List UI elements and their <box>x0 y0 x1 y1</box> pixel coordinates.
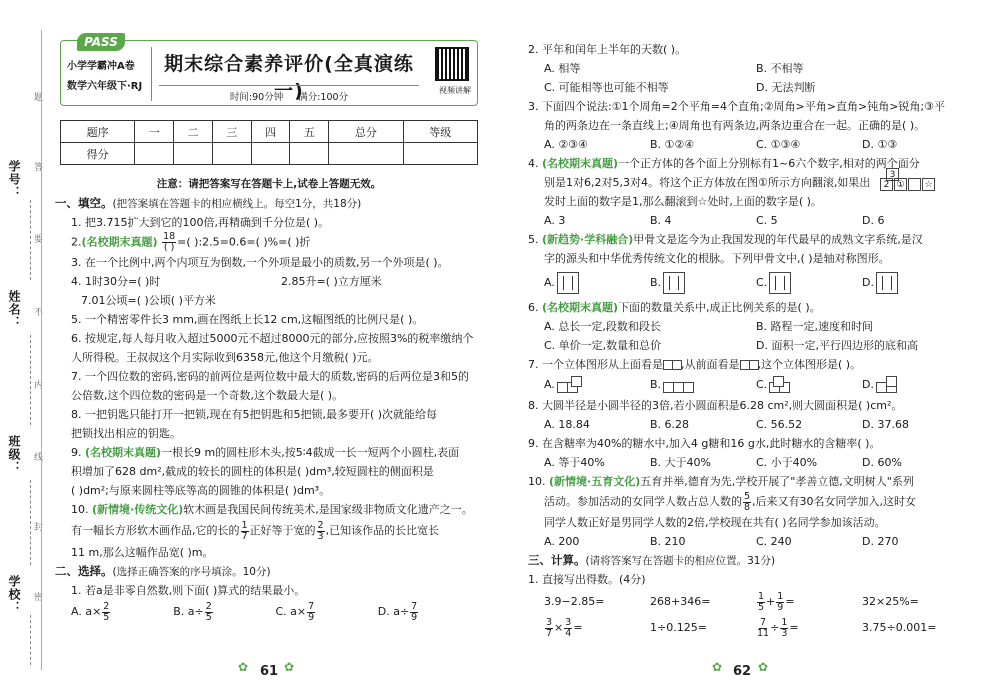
option-c[interactable]: C. 小于40% <box>756 456 818 469</box>
oracle-glyph-icon <box>663 272 685 294</box>
seal-char: 要 <box>34 235 44 245</box>
seal-char: 题 <box>34 93 44 103</box>
choice-3-options <box>528 135 968 154</box>
option-c[interactable]: C. 5 <box>756 214 778 227</box>
section-fill-in <box>55 194 480 213</box>
right-column <box>528 40 968 641</box>
question-7-cont: 公倍数,这个四位数的密码是一个奇数,这个数最大是( )。 <box>71 389 344 402</box>
choice-6: 6. (名校期末真题)下面的数量关系中,成正比例关系的是( )。 <box>528 301 821 314</box>
table-cell: 等级 <box>403 121 477 143</box>
choice-7: 7. 一个立体图形从上面看是 ,从前面看是 ,这个立体图形是( )。 <box>528 358 862 371</box>
fraction: $\frac{1}{7}$ <box>241 519 248 542</box>
option-a[interactable]: A. 等于40% <box>544 456 605 469</box>
section-note: (请将答案写在答题卡的相应位置。31分) <box>585 555 776 567</box>
question-8-cont: 把锁找出相应的钥匙。 <box>71 427 181 440</box>
question-10-cont: 有一幅长方形软木画作品,它的长的 $\frac{1}{7}$ 正好等于宽的 $\frac{2}{3}$ ,已知该作品的长比宽长 <box>71 519 440 542</box>
option-b[interactable]: B. 大于40% <box>650 456 711 469</box>
option-b[interactable]: B. 210 <box>650 535 686 548</box>
question-9-cont: ( )dm²;与原来圆柱等底等高的圆锥的体积是( )dm³。 <box>71 484 331 497</box>
option-a[interactable]: A. a× $\frac{2}{5}$ <box>71 600 110 623</box>
notice: 注意：请把答案写在答题卡上,试卷上答题无效。 <box>156 178 382 190</box>
calc-item: 32×25%= <box>862 595 919 608</box>
option-a[interactable]: A. 3 <box>544 214 566 227</box>
fraction: $\frac{18}{( )}$ <box>163 231 176 253</box>
score-cell[interactable] <box>212 143 251 165</box>
seal-char: 内 <box>34 381 44 391</box>
leaf-icon: ✿ <box>758 660 769 674</box>
option-d[interactable]: D. 6 <box>862 214 885 227</box>
calc-item: 268+346= <box>650 595 711 608</box>
answer-line <box>30 480 31 565</box>
option-b[interactable]: B. 4 <box>650 214 672 227</box>
choice-5-cont: 字的源头和中华优秀传统文化的根脉。下列甲骨文中,( )是轴对称图形。 <box>544 252 890 265</box>
seal-char: 密 <box>34 593 44 603</box>
score-cell[interactable] <box>403 143 477 165</box>
question-6: 6. 按规定,每人每月收入超过5000元不超过8000元的部分,应按照3%的税率缴纳个 <box>71 332 474 345</box>
choice-5-options <box>528 268 968 298</box>
solid-figure-icon <box>663 376 699 394</box>
choice-8: 8. 大圆半径是小圆半径的3倍,若小圆面积是6.28 cm²,则大圆面积是( )cm²。 <box>528 399 903 412</box>
option-a[interactable]: A. 18.84 <box>544 418 590 431</box>
choice-10-cont: 活动。参加活动的女同学人数占总人数的 $\frac{5}{8}$ ,后来又有30名女同学加入,这时女 <box>544 490 917 513</box>
question-7: 7. 一个四位数的密码,密码的前两位是两位数中最大的质数,密码的后两位是3和5的 <box>71 370 469 383</box>
table-cell: 总分 <box>329 121 403 143</box>
choice-1: 1. 若a是非零自然数,则下面( )算式的结果最小。 <box>71 584 306 597</box>
choice-4-cont: 别是1对6,2对5,3对4。将这个正方体放在图①所示方向翻滚,如果出 <box>544 176 871 189</box>
top-view-icon <box>663 358 681 371</box>
seal-char: 不 <box>34 308 44 318</box>
question-4 <box>55 272 480 291</box>
leaf-icon: ✿ <box>284 660 295 674</box>
time-limit: 时间:90分钟 <box>229 92 284 103</box>
choice-8-options <box>528 415 968 434</box>
table-cell: 五 <box>290 121 329 143</box>
choice-4-options <box>528 211 968 230</box>
option-c[interactable]: C. 可能相等也可能不相等 <box>544 81 669 94</box>
calc-item: 3.75÷0.001= <box>862 621 937 634</box>
calc-item: 1÷0.125= <box>650 621 707 634</box>
series-info <box>67 57 142 97</box>
option-d[interactable]: D. 270 <box>862 535 899 548</box>
choice-5: 5. (新趋势·学科融合)甲骨文是迄今为止我国发现的年代最早的成熟文字系统,是汉 <box>528 233 923 246</box>
option-b[interactable]: B. a÷ $\frac{2}{5}$ <box>173 600 212 623</box>
question-10: 10. (新情境·传统文化)软木画是我国民间传统美术,是国家级非物质文化遗产之一。 <box>71 503 473 516</box>
option-c[interactable]: C. 56.52 <box>756 418 803 431</box>
answer-line <box>30 615 31 665</box>
choice-4-cont: 发时上面的数字是1,那么翻滚到☆处时,上面的数字是( )。 <box>544 195 822 208</box>
leaf-icon: ✿ <box>238 660 249 674</box>
answer-line <box>30 335 31 425</box>
choice-2-options <box>528 59 968 97</box>
score-table <box>60 120 478 165</box>
answer-line <box>30 200 31 280</box>
option-d[interactable]: D. 无法判断 <box>756 81 816 94</box>
section-note: (选择正确答案的序号填涂。10分) <box>112 566 271 578</box>
option-a[interactable]: A. <box>544 268 650 298</box>
fold-line <box>41 30 42 670</box>
question-tag: (名校期末真题) <box>542 301 619 314</box>
option-a[interactable]: A. ②③④ <box>544 138 588 151</box>
choice-2: 2. 平年和闰年上半年的天数( )。 <box>528 43 687 56</box>
calc-grid <box>528 589 968 641</box>
score-table-row <box>61 143 478 165</box>
left-column <box>55 194 480 624</box>
choice-4: 4. (名校期末真题)一个正方体的各个面上分别标有1~6六个数字,相对的两个面分 <box>528 157 920 170</box>
calc-item: 3.9−2.85= <box>544 595 605 608</box>
score-cell[interactable] <box>251 143 290 165</box>
table-cell: 题序 <box>61 121 135 143</box>
seal-char: 答 <box>34 163 44 173</box>
section-note: (把答案填在答题卡的相应横线上。每空1分，共18分) <box>112 198 362 210</box>
table-cell: 二 <box>174 121 213 143</box>
choice-3-cont: 角的两条边在一条直线上;④周角也有两条边,两条边重合在一起。正确的是( )。 <box>544 119 926 132</box>
page-number-left: 61 <box>260 664 279 679</box>
question-6-cont: 人所得税。王叔叔这个月实际收到6358元,他这个月缴税( )元。 <box>71 351 379 364</box>
solid-figure-icon <box>557 376 593 394</box>
choice-6-options <box>528 317 968 355</box>
calc-item: $\frac{7}{11}$ ÷ $\frac{1}{3}$ = <box>757 616 799 639</box>
option-a[interactable]: A. <box>544 374 650 396</box>
option-d[interactable]: D. ①③ <box>862 138 898 151</box>
option-b[interactable]: B. 路程一定,速度和时间 <box>756 320 874 333</box>
question-tag: (名校期末真题) <box>81 235 158 249</box>
section-title: 三、计算。 <box>528 553 586 567</box>
option-b[interactable]: B. <box>650 268 756 298</box>
choice-9-options <box>528 453 968 472</box>
section-calc <box>528 551 968 570</box>
choice-7-options <box>528 374 968 396</box>
option-a[interactable]: A. 200 <box>544 535 580 548</box>
seal-char: 封 <box>34 523 44 533</box>
oracle-glyph-icon <box>769 272 791 294</box>
school-label: 学校： <box>7 575 21 614</box>
question-tag: (新趋势·学科融合) <box>542 233 634 246</box>
table-cell: 三 <box>212 121 251 143</box>
choice-10: 10. (新情境·五育文化)五育并举,德育为先,学校开展了"孝善立德,文明树人"系列 <box>528 475 914 488</box>
score-cell[interactable] <box>174 143 213 165</box>
question-1: 1. 把3.7̇15̇扩大到它的100倍,再精确到千分位是( )。 <box>71 216 330 229</box>
section-title: 一、填空。 <box>55 196 113 210</box>
option-d[interactable]: D. 60% <box>862 456 902 469</box>
option-c[interactable]: C. ①③④ <box>756 138 801 151</box>
choice-1-options <box>55 600 480 624</box>
solid-figure-icon <box>876 376 912 394</box>
question-2 <box>55 232 480 253</box>
option-d[interactable]: D. 37.68 <box>862 418 909 431</box>
section-title: 二、选择。 <box>55 564 113 578</box>
solid-figure-icon <box>769 376 805 394</box>
grade-label: 数学六年级下·RJ <box>67 81 143 92</box>
option-b[interactable]: B. <box>650 374 756 396</box>
table-cell: 四 <box>251 121 290 143</box>
option-a[interactable]: A. 相等 <box>544 62 581 75</box>
question-9: 9. (名校期末真题)一根长9 m的圆柱形木头,按5∶4截成一长一短两个小圆柱,表面 <box>71 446 460 459</box>
question-3: 3. 在一个比例中,两个内项互为倒数,一个外项是最小的质数,另一个外项是( )。 <box>71 256 449 269</box>
table-cell: 得分 <box>61 143 135 165</box>
dice-roll-figure: 2 3 ① ☆ <box>880 168 940 198</box>
question-tag: (名校期末真题) <box>85 446 162 459</box>
question-5: 5. 一个精密零件长3 mm,画在图纸上长12 cm,这幅图纸的比例尺是( )。 <box>71 313 424 326</box>
question-text: 4. 1时30分=( )时 <box>71 275 161 288</box>
oracle-glyph-icon <box>876 272 898 294</box>
option-c[interactable]: C. a× $\frac{7}{9}$ <box>275 600 315 623</box>
exam-title: 期末综合素养评价(全真演练一) <box>164 53 414 102</box>
question-9-cont: 积增加了628 dm²,截成的较长的圆柱的体积是( )dm³,较短圆柱的侧面积是 <box>71 465 434 478</box>
choice-3: 3. 下面四个说法:①1个周角=2个平角=4个直角;②周角>平角>直角>钝角>锐角;③平 <box>528 100 945 113</box>
choice-10-options <box>528 532 968 551</box>
divider <box>151 47 152 101</box>
option-d[interactable]: D. <box>862 268 968 298</box>
option-c[interactable]: C. 单价一定,数量和总价 <box>544 339 662 352</box>
fraction: $\frac{5}{8}$ <box>744 490 751 513</box>
calc-1: 1. 直接写出得数。(4分) <box>528 573 646 586</box>
question-10-cont: 11 m,那么这幅作品宽( )m。 <box>71 546 214 559</box>
option-c[interactable]: C. <box>756 374 862 396</box>
question-tag: (新情境·五育文化) <box>549 475 641 488</box>
table-cell: 一 <box>135 121 174 143</box>
qr-label: 视频讲解 <box>439 86 471 95</box>
exam-header <box>60 35 478 106</box>
series-name: 小学学霸冲A卷 <box>67 61 135 72</box>
option-d[interactable]: D. 面积一定,平行四边形的底和高 <box>756 339 918 352</box>
score-cell[interactable] <box>329 143 403 165</box>
section-choice <box>55 562 480 581</box>
score-cell[interactable] <box>290 143 329 165</box>
question-text: =( ):2.5=0.6=( )%=( )折 <box>177 235 311 249</box>
pass-logo: PASS <box>77 33 125 51</box>
question-text: 2.85升=( )立方厘米 <box>281 275 382 288</box>
qr-code-icon[interactable] <box>435 47 469 81</box>
option-c[interactable]: C. 240 <box>756 535 792 548</box>
option-b[interactable]: B. 6.28 <box>650 418 690 431</box>
page-number-right: 62 <box>733 664 752 679</box>
question-tag: (新情境·传统文化) <box>92 503 184 516</box>
class-label: 班级： <box>7 435 21 474</box>
calc-item: $\frac{1}{5}$ + $\frac{1}{9}$ = <box>758 590 795 613</box>
option-c[interactable]: C. <box>756 268 862 298</box>
front-view-icon <box>740 358 758 371</box>
choice-9: 9. 在含糖率为40%的糖水中,加入4 g糖和16 g水,此时糖水的含糖率( )。 <box>528 437 881 450</box>
score-table-header <box>61 121 478 143</box>
name-label: 姓名： <box>7 290 21 329</box>
choice-10-cont: 同学人数正好是男同学人数的2倍,学校现在共有( )名同学参加该活动。 <box>544 516 886 529</box>
question-number: 2. <box>71 235 82 249</box>
option-b[interactable]: B. ①②④ <box>650 138 695 151</box>
full-score: 满分:100分 <box>298 92 349 103</box>
score-cell[interactable] <box>135 143 174 165</box>
question-4-cont: 7.01公顷=( )公顷( )平方米 <box>81 294 216 307</box>
student-id-label: 学号： <box>7 160 21 199</box>
seal-char: 线 <box>34 453 44 463</box>
question-8: 8. 一把钥匙只能打开一把锁,现在有5把钥匙和5把锁,最多要开( )次就能给每 <box>71 408 438 421</box>
calc-item: $\frac{3}{7}$ × $\frac{3}{4}$ = <box>546 616 583 639</box>
exam-meta <box>159 85 419 103</box>
option-d[interactable]: D. <box>862 374 968 396</box>
option-d[interactable]: D. a÷ $\frac{7}{9}$ <box>377 600 418 623</box>
leaf-icon: ✿ <box>712 660 723 674</box>
oracle-glyph-icon <box>557 272 579 294</box>
fraction: $\frac{2}{3}$ <box>317 519 324 542</box>
option-a[interactable]: A. 总长一定,段数和段长 <box>544 320 661 333</box>
option-b[interactable]: B. 不相等 <box>756 62 804 75</box>
question-tag: (名校期末真题) <box>542 157 619 170</box>
